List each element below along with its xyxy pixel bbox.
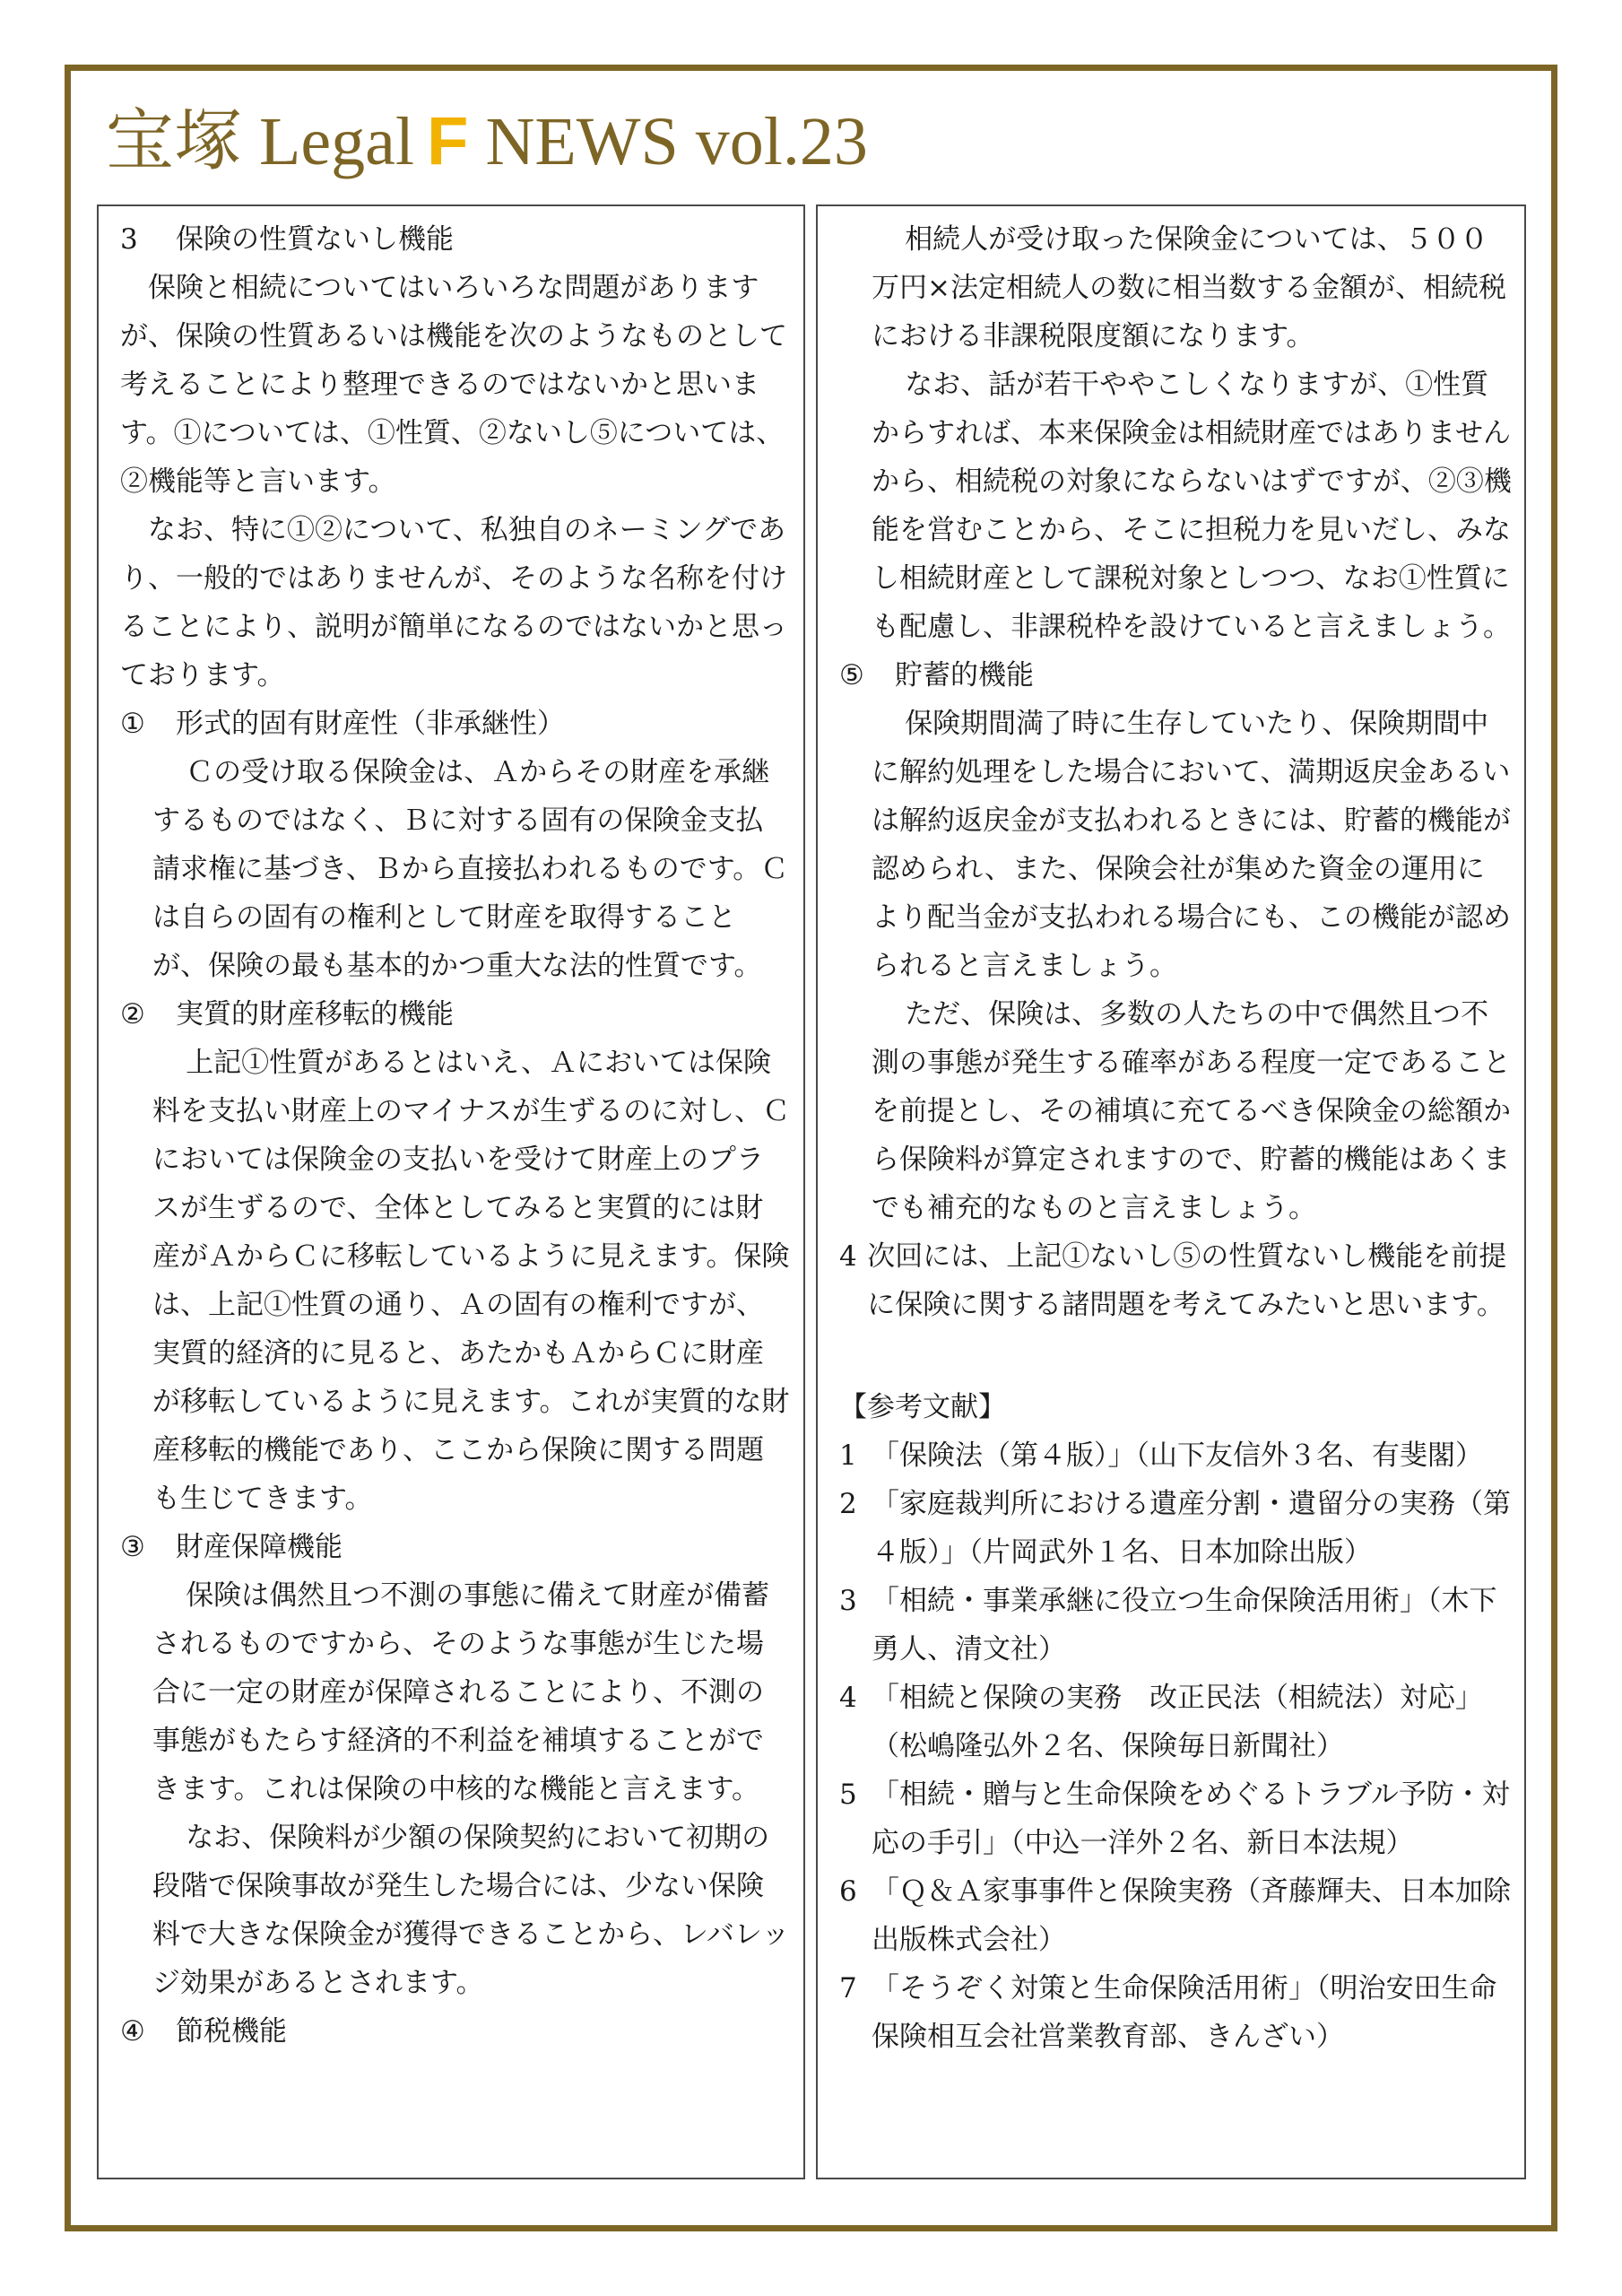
item-4-heading: ④ 節税機能 xyxy=(120,2015,287,2048)
item-1-paragraph: Ｃの受け取る保険金は、Ａからその財産を承継するものではなく、Ｂに対する固有の保険金支払請求権に基づき、Ｂから直接払われるものです。Ｃは自らの固有の権利として財産を取得することが、保険の最も基本的かつ重大な法的性質です。 xyxy=(152,756,789,982)
item-4-paragraph: なお、話が若干ややこしくなりますが、①性質からすれば、本来保険金は相続財産ではありませんから、相続税の対象にならないはずですが、②③機能を営むことから、そこに担税力を見いだし、みなし相続財産として課税対象としつつ、なお①性質にも配慮し、非課税枠を設けていると言えましょう。 xyxy=(872,369,1512,643)
reference-item: 3 「相続・事業承継に役立つ生命保険活用術」（木下勇人、清文社） xyxy=(839,1585,1497,1665)
reference-item: 4 「相続と保険の実務 改正民法（相続法）対応」（松嶋隆弘外２名、保険毎日新聞社） xyxy=(839,1682,1483,1762)
item-3-heading: ③ 財産保障機能 xyxy=(120,1531,343,1563)
title-suffix: NEWS vol.23 xyxy=(485,104,868,179)
item-4-paragraph: 相続人が受け取った保険金については、５００万円×法定相続人の数に相当数する金額が、相続税における非課税限度額になります。 xyxy=(872,223,1506,352)
reference-item: 5 「相続・贈与と生命保険をめぐるトラブル予防・対応の手引」（中込一洋外２名、新日本法規） xyxy=(839,1779,1510,1859)
section-3-paragraph: 保険と相続についてはいろいろな問題がありますが、保険の性質あるいは機能を次のようなものとして考えることにより整理できるのではないかと思います。①については、①性質、②ないし⑤については、②機能等と言います。 xyxy=(120,272,787,498)
item-5-paragraph: ただ、保険は、多数の人たちの中で偶然且つ不測の事態が発生する確率がある程度一定であることを前提とし、その補填に充てるべき保険金の総額から保険料が算定されますので、貯蓄的機能はあくまでも補充的なものと言えましょう。 xyxy=(872,998,1511,1224)
section-3-heading: 3 保険の性質ないし機能 xyxy=(120,223,454,256)
section-3-paragraph: なお、特に①②について、私独自のネーミングであり、一般的ではありませんが、そのような名称を付けることにより、説明が簡単になるのではないかと思っております。 xyxy=(120,514,787,691)
right-column xyxy=(816,204,1526,2179)
item-5-paragraph: 保険期間満了時に生存していたり、保険期間中に解約処理をした場合において、満期返戻金あるいは解約返戻金が支払われるときには、貯蓄的機能が認められ、また、保険会社が集めた資金の運用により配当金が支払われる場合にも、この機能が認められると言えましょう。 xyxy=(872,708,1511,982)
item-2-paragraph: 上記①性質があるとはいえ、Ａにおいては保険料を支払い財産上のマイナスが生ずるのに対し、Ｃにおいては保険金の支払いを受けて財産上のプラスが生ずるので、全体としてみると実質的には財産がＡからＣに移転しているように見えます。保険は、上記①性質の通り、Ａの固有の権利ですが、実質的経済的に見ると、あたかもＡからＣに財産が移転しているように見えます。これが実質的な財産移転的機能であり、ここから保険に関する問題も生じてきます。 xyxy=(152,1047,791,1515)
item-5-heading: ⑤ 貯蓄的機能 xyxy=(839,659,1034,691)
title-f-mark: F xyxy=(427,103,469,179)
reference-item: 7 「そうぞく対策と生命保険活用術」（明治安田生命保険相互会社営業教育部、きんざい） xyxy=(839,1972,1497,2053)
title-prefix: 宝塚 Legal xyxy=(106,104,415,179)
references-list xyxy=(839,1431,1512,2061)
section-4-heading: 4 次回には、上記①ないし⑤の性質ないし機能を前提に保険に関する諸問題を考えてみたいと思います。 xyxy=(839,1232,1512,1329)
reference-item: 1 「保険法（第４版）」（山下友信外３名、有斐閣） xyxy=(839,1439,1483,1472)
references-title: 【参考文献】 xyxy=(839,1391,1006,1423)
reference-item: 2 「家庭裁判所における遺産分割・遺留分の実務（第４版）」（片岡武外１名、日本加除出版） xyxy=(839,1488,1511,1569)
left-column xyxy=(97,204,805,2179)
section-4-text: 次回には、上記①ないし⑤の性質ないし機能を前提に保険に関する諸問題を考えてみたいと思います。 xyxy=(867,1240,1507,1321)
spacer xyxy=(839,1329,1512,1383)
item-2-heading: ② 実質的財産移転的機能 xyxy=(120,998,454,1031)
reference-item: 6 「Ｑ＆Ａ家事事件と保険実務（斉藤輝夫、日本加除出版株式会社） xyxy=(839,1875,1511,1956)
item-3-paragraph: なお、保険料が少額の保険契約において初期の段階で保険事故が発生した場合には、少ない保険料で大きな保険金が獲得できることから、レバレッジ効果があるとされます。 xyxy=(152,1822,790,1999)
item-1-heading: ① 形式的固有財産性（非承継性） xyxy=(120,708,565,740)
newsletter-title xyxy=(106,88,868,196)
item-3-paragraph: 保険は偶然且つ不測の事態に備えて財産が備蓄されるものですから、そのような事態が生じた場合に一定の財産が保障されることにより、不測の事態がもたらす経済的不利益を補填することができます。これは保険の中核的な機能と言えます。 xyxy=(152,1579,770,1805)
